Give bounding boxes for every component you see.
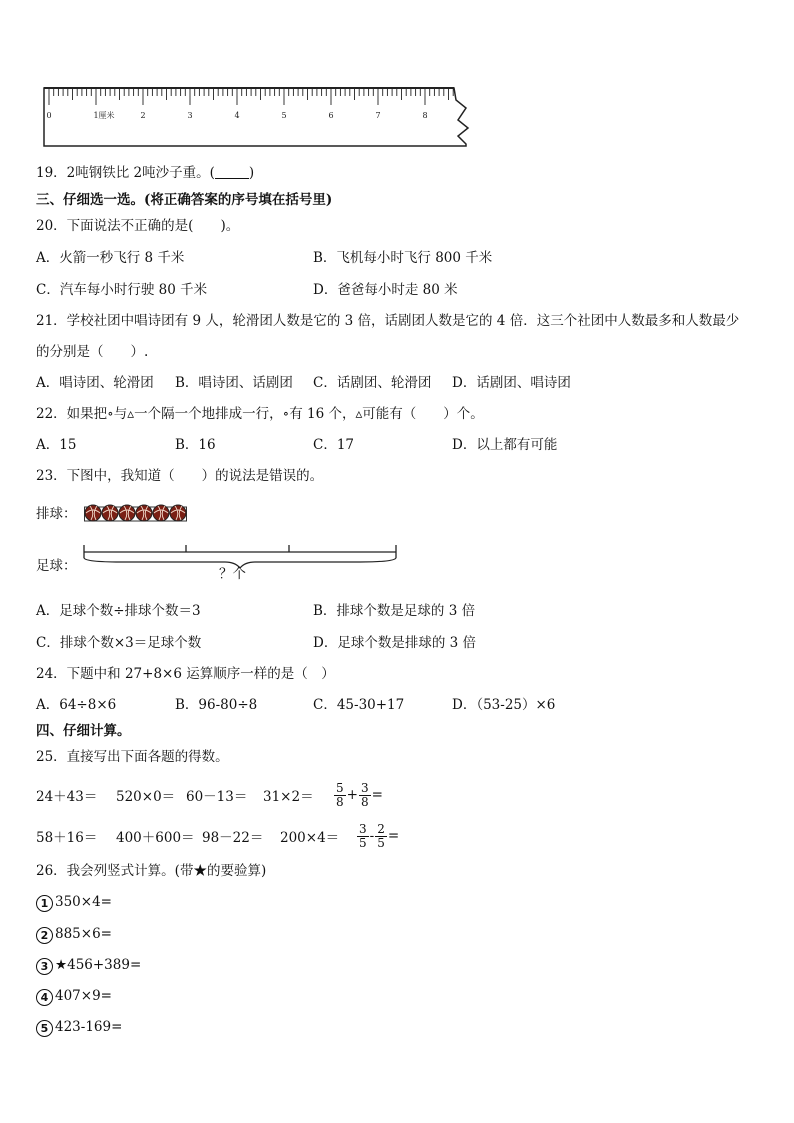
q24-option-d[interactable]: D．（53-25）×6 <box>452 697 556 713</box>
q23-option-a[interactable]: A．足球个数÷排球个数＝3 <box>36 603 201 619</box>
q22-option-d[interactable]: D．以上都有可能 <box>452 437 558 453</box>
calc-item: 200×4＝ <box>280 830 340 846</box>
q26-expression: 885×6= <box>55 926 112 942</box>
frac-equals: = <box>371 787 383 803</box>
ruler-label: 6 <box>328 111 334 120</box>
q21-option-c[interactable]: C．话剧团、轮滑团 <box>313 375 432 391</box>
section-4-title: 四、仔细计算。 <box>36 723 131 739</box>
circled-number: 4 <box>36 989 53 1006</box>
frac-numerator: 3 <box>360 780 369 795</box>
calc-item: 520×0＝ <box>116 789 176 805</box>
question-20-stem: 20．下面说法不正确的是( )。 <box>36 218 240 234</box>
circled-number: 1 <box>36 895 53 912</box>
question-21-stem-line1: 21．学校社团中唱诗团有 9 人，轮滑团人数是它的 3 倍，话剧团人数是它的 4 倍．这三个社团中人数最多和人数最少 <box>36 313 740 329</box>
q26-item-2 <box>36 925 112 944</box>
q21-option-a[interactable]: A．唱诗团、轮滑团 <box>36 375 154 391</box>
frac-denominator: 5 <box>359 835 367 850</box>
q26-expression: ★456+389= <box>55 957 142 973</box>
q23-option-b[interactable]: B．排球个数是足球的 3 倍 <box>313 603 476 619</box>
q20-option-b[interactable]: B．飞机每小时飞行 800 千米 <box>313 250 493 266</box>
q20-option-d[interactable]: D．爸爸每小时走 80 米 <box>313 282 458 298</box>
q22-option-a[interactable]: A．15 <box>36 437 77 453</box>
q23-option-c[interactable]: C．排球个数×3＝足球个数 <box>36 635 202 651</box>
frac-operator: + <box>346 787 358 803</box>
q22-option-b[interactable]: B．16 <box>175 437 216 453</box>
frac-numerator: 5 <box>336 780 344 795</box>
q26-expression: 423-169= <box>55 1019 123 1035</box>
q24-option-b[interactable]: B．96-80÷8 <box>175 697 258 713</box>
calc-item: 60－13＝ <box>186 789 248 805</box>
frac-denominator: 8 <box>360 794 369 809</box>
q26-expression: 407×9= <box>55 988 112 1004</box>
ruler-label: 8 <box>422 111 428 120</box>
calc-row-2 <box>36 820 399 852</box>
answer-blank[interactable] <box>215 166 249 179</box>
frac-numerator: 2 <box>377 821 385 836</box>
ruler-label: 0 <box>46 111 52 120</box>
q26-item-4 <box>36 987 112 1006</box>
calc-item: 31×2＝ <box>263 789 314 805</box>
ruler-image <box>42 86 472 148</box>
q26-item-1 <box>36 893 112 912</box>
question-19-close: ) <box>248 165 255 181</box>
circled-number: 5 <box>36 1020 53 1037</box>
fraction-expression <box>333 782 383 809</box>
ruler-label: 7 <box>375 111 381 120</box>
calc-item: 400＋600＝ <box>116 830 195 846</box>
frac-operator: - <box>369 828 375 844</box>
section-3-title: 三、仔细选一选。(将正确答案的序号填在括号里) <box>36 192 333 208</box>
volleyball-label: 排球： <box>36 506 77 522</box>
frac-equals: = <box>387 828 400 844</box>
ruler-label: 3 <box>187 111 193 120</box>
q21-option-b[interactable]: B．唱诗团、话剧团 <box>175 375 293 391</box>
q22-option-c[interactable]: C．17 <box>313 437 355 453</box>
frac-numerator: 3 <box>359 821 367 836</box>
circled-number: 2 <box>36 927 53 944</box>
q20-option-c[interactable]: C．汽车每小时行驶 80 千米 <box>36 282 208 298</box>
frac-denominator: 5 <box>377 835 385 850</box>
question-22-stem: 22．如果把∘与▵一个隔一个地排成一行，∘有 16 个，▵可能有（ ）个。 <box>36 406 484 422</box>
ruler-label: 5 <box>281 111 287 120</box>
q26-item-5 <box>36 1018 122 1037</box>
q20-option-a[interactable]: A．火箭一秒飞行 8 千米 <box>36 250 185 266</box>
volleyball-row-image <box>84 501 188 523</box>
question-24-stem: 24．下题中和 27+8×6 运算顺序一样的是（ ） <box>36 666 335 682</box>
calc-row-1 <box>36 779 383 811</box>
frac-denominator: 8 <box>336 794 344 809</box>
q23-option-d[interactable]: D．足球个数是排球的 3 倍 <box>313 635 476 651</box>
q26-item-3 <box>36 956 141 975</box>
q26-expression: 350×4= <box>55 894 112 910</box>
question-23-stem: 23．下图中，我知道（ ）的说法是错误的。 <box>36 468 324 484</box>
question-19 <box>36 164 254 182</box>
question-21-stem-line2: 的分别是（ ）. <box>36 344 149 360</box>
question-19-text: 19．2吨钢铁比 2吨沙子重。( <box>36 165 215 181</box>
ruler-label: 1厘米 <box>93 111 115 120</box>
calc-item: 98－22＝ <box>202 830 264 846</box>
football-label: 足球： <box>36 558 77 574</box>
question-25-stem: 25．直接写出下面各题的得数。 <box>36 749 229 765</box>
q24-option-c[interactable]: C．45-30+17 <box>313 697 405 713</box>
q21-option-d[interactable]: D．话剧团、唱诗团 <box>452 375 571 391</box>
circled-number: 3 <box>36 958 53 975</box>
calc-item: 58＋16＝ <box>36 830 98 846</box>
question-26-stem: 26．我会列竖式计算。(带★的要验算) <box>36 863 267 879</box>
q24-option-a[interactable]: A．64÷8×6 <box>36 697 117 713</box>
fraction-expression <box>356 823 399 850</box>
ruler-label: 2 <box>140 111 146 120</box>
ruler-label: 4 <box>234 111 240 120</box>
brace-label: ？个 <box>219 566 246 582</box>
calc-item: 24＋43＝ <box>36 789 98 805</box>
